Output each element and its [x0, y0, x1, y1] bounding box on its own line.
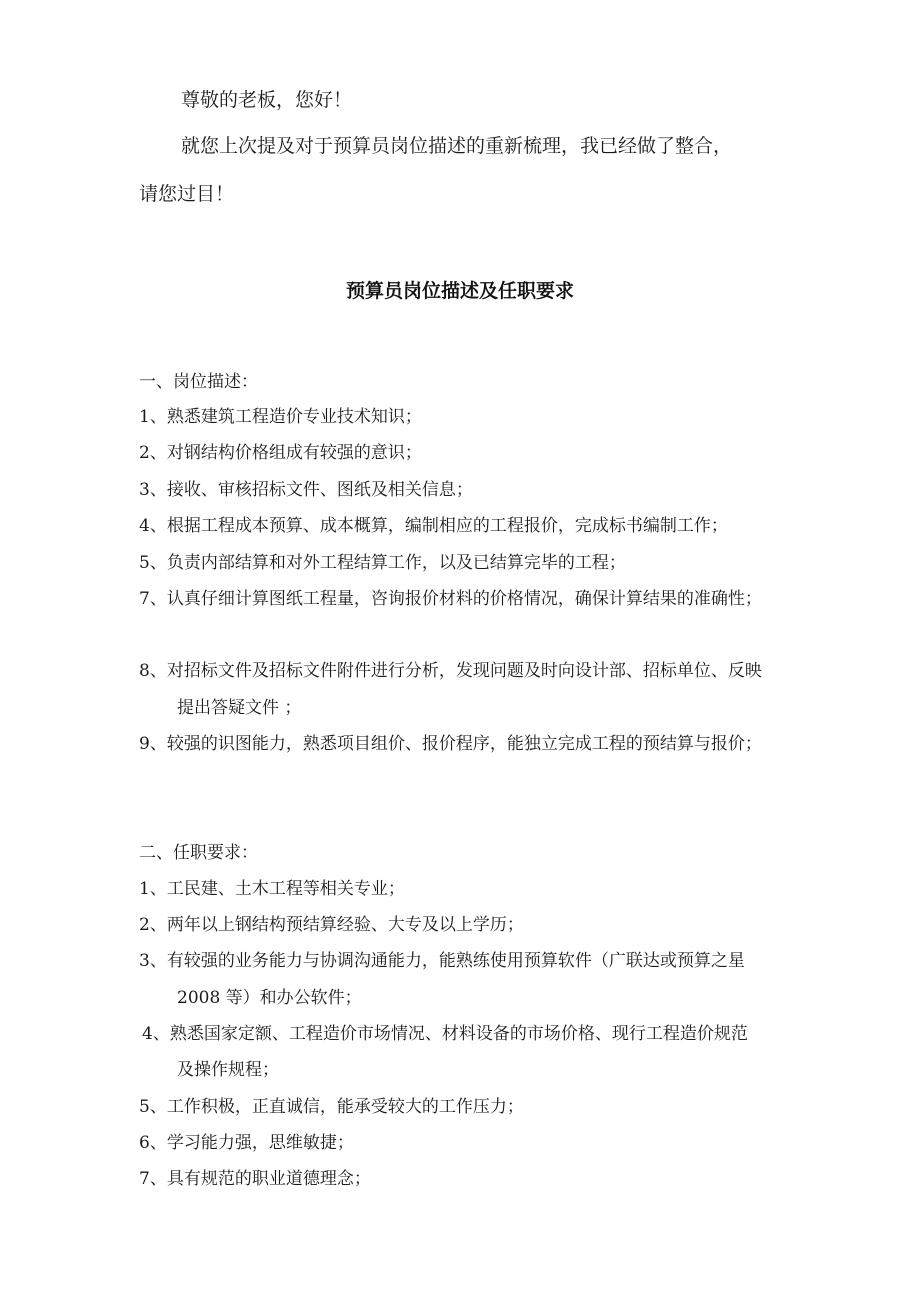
list-item-continuation: 提出答疑文件 ；: [177, 698, 302, 718]
list-item: 3、有较强的业务能力与协调沟通能力，能熟练使用预算软件（广联达或预算之星: [139, 951, 745, 971]
list-item: 6、学习能力强，思维敏捷；: [139, 1133, 354, 1153]
list-item: 8、对招标文件及招标文件附件进行分析，发现问题及时向设计部、招标单位、反映: [139, 661, 762, 681]
list-item: 1、熟悉建筑工程造价专业技术知识；: [139, 407, 422, 427]
list-item: 4、熟悉国家定额、工程造价市场情况、材料设备的市场价格、现行工程造价规范: [142, 1024, 748, 1044]
list-item: 5、工作积极，正直诚信，能承受较大的工作压力；: [139, 1097, 524, 1117]
list-item: 3、接收、审核招标文件、图纸及相关信息；: [139, 480, 473, 500]
section-heading-job-description: 一、岗位描述：: [139, 372, 258, 392]
list-item: 9、较强的识图能力，熟悉项目组价、报价程序，能独立完成工程的预结算与报价；: [139, 734, 762, 754]
list-item: 2、对钢结构价格组成有较强的意识；: [139, 443, 422, 463]
letter-body-line-1: 就您上次提及对于预算员岗位描述的重新梳理，我已经做了整合，: [181, 135, 733, 157]
letter-body-line-2: 请您过目！: [139, 183, 235, 205]
list-item: 7、认真仔细计算图纸工程量，咨询报价材料的价格情况，确保计算结果的准确性；: [139, 589, 762, 609]
list-item: 1、工民建、土木工程等相关专业；: [139, 879, 405, 899]
list-item: 4、根据工程成本预算、成本概算，编制相应的工程报价，完成标书编制工作；: [139, 516, 728, 536]
section-heading-requirements: 二、任职要求：: [139, 843, 258, 863]
list-item: 7、具有规范的职业道德理念；: [139, 1169, 371, 1189]
document-title: 预算员岗位描述及任职要求: [345, 280, 574, 302]
list-item-continuation: 及操作规程；: [177, 1060, 279, 1080]
list-item-continuation: 2008 等）和办公软件；: [177, 988, 362, 1008]
list-item: 2、两年以上钢结构预结算经验、大专及以上学历；: [139, 915, 524, 935]
list-item: 5、负责内部结算和对外工程结算工作，以及已结算完毕的工程；: [139, 553, 626, 573]
salutation: 尊敬的老板，您好！: [181, 89, 353, 111]
